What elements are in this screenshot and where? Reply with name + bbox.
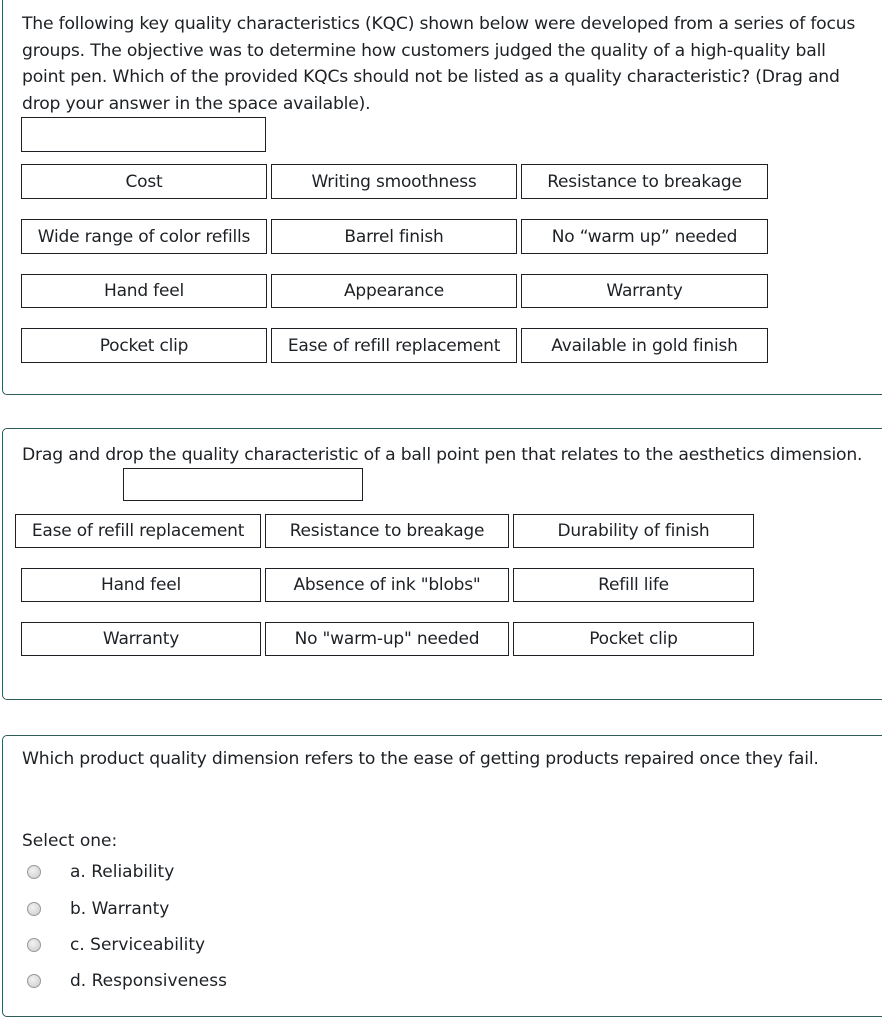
question-2-text: Drag and drop the quality characteristic of a ball point pen that relates to the aesthetics dimension. (22, 445, 863, 465)
q1-choice-available-in-gold-finish[interactable]: Available in gold finish (521, 328, 768, 363)
q2-choice-hand-feel[interactable]: Hand feel (21, 568, 261, 602)
q1-choice-writing-smoothness[interactable]: Writing smoothness (271, 164, 517, 199)
q2-choice-ease-of-refill-replacement[interactable]: Ease of refill replacement (15, 514, 261, 548)
select-one-label: Select one: (22, 831, 118, 851)
q1-choice-appearance[interactable]: Appearance (271, 274, 517, 308)
q1-choice-pocket-clip[interactable]: Pocket clip (21, 328, 267, 363)
q2-choice-resistance-to-breakage[interactable]: Resistance to breakage (265, 514, 509, 548)
q1-choice-ease-of-refill-replacement[interactable]: Ease of refill replacement (271, 328, 517, 363)
option-b-label[interactable]: b. Warranty (70, 899, 170, 919)
q2-choice-pocket-clip[interactable]: Pocket clip (513, 622, 754, 656)
q2-choice-absence-of-ink-blobs[interactable]: Absence of ink "blobs" (265, 568, 509, 602)
question-1-text: The following key quality characteristics (KQC) shown below were developed from a series of focus groups. The objective was to determine how customers judged the quality of a high-quality ball point pen. Which of the provided KQCs should not be listed as a quality characteristic? (Drag and drop your answer in the space available). (22, 14, 856, 114)
radio-option-b[interactable] (27, 902, 41, 916)
q1-choice-wide-range-of-color-refills[interactable]: Wide range of color refills (21, 219, 267, 254)
radio-option-c[interactable] (27, 938, 41, 952)
question-1-card (2, 0, 882, 395)
question-2-drop-zone[interactable] (123, 468, 363, 501)
q1-choice-cost[interactable]: Cost (21, 164, 267, 199)
q1-choice-warranty[interactable]: Warranty (521, 274, 768, 308)
option-b-warranty[interactable] (27, 896, 169, 922)
q2-choice-warranty[interactable]: Warranty (21, 622, 261, 656)
option-a-label[interactable]: a. Reliability (70, 862, 175, 882)
question-3-text: Which product quality dimension refers to the ease of getting products repaired once they fail. (22, 749, 819, 769)
option-c-serviceability[interactable] (27, 932, 205, 958)
question-2-card (2, 428, 882, 700)
q2-choice-no-warm-up-needed[interactable]: No "warm-up" needed (265, 622, 509, 656)
q1-choice-hand-feel[interactable]: Hand feel (21, 274, 267, 308)
q1-choice-no-warm-up-needed[interactable]: No “warm up” needed (521, 219, 768, 254)
q2-choice-refill-life[interactable]: Refill life (513, 568, 754, 602)
option-a-reliability[interactable] (27, 859, 174, 885)
q1-choice-resistance-to-breakage[interactable]: Resistance to breakage (521, 164, 768, 199)
question-1-drop-zone[interactable] (21, 117, 266, 152)
question-3-card (2, 735, 882, 1017)
radio-option-a[interactable] (27, 865, 41, 879)
option-c-label[interactable]: c. Serviceability (70, 935, 206, 955)
option-d-responsiveness[interactable] (27, 968, 227, 994)
radio-option-d[interactable] (27, 974, 41, 988)
option-d-label[interactable]: d. Responsiveness (70, 971, 227, 991)
q2-choice-durability-of-finish[interactable]: Durability of finish (513, 514, 754, 548)
q1-choice-barrel-finish[interactable]: Barrel finish (271, 219, 517, 254)
